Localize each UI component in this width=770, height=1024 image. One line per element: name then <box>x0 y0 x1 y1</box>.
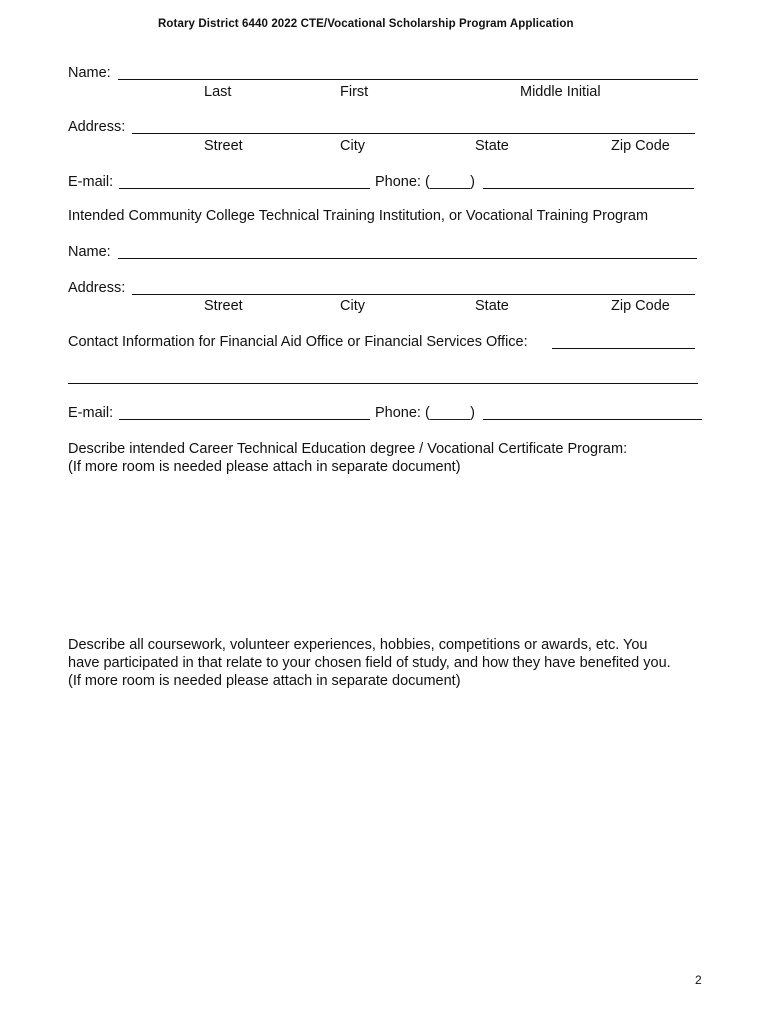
applicant-last-sublabel: Last <box>204 84 232 100</box>
institution-heading: Intended Community College Technical Training Institution, or Vocational Training Program <box>68 208 649 224</box>
applicant-first-sublabel: First <box>340 84 369 100</box>
institution-zip-sublabel: Zip Code <box>611 298 670 314</box>
applicant-phone-field[interactable] <box>483 188 694 189</box>
form-title: Rotary District 6440 2022 CTE/Vocational Scholarship Program Application <box>158 18 574 30</box>
describe-experience-line1: Describe all coursework, volunteer experiences, hobbies, competitions or awards, etc. You <box>68 637 648 653</box>
applicant-street-sublabel: Street <box>204 138 243 154</box>
institution-name-field[interactable] <box>118 258 697 259</box>
applicant-middle-sublabel: Middle Initial <box>520 84 601 100</box>
institution-address-field[interactable] <box>132 294 695 295</box>
institution-state-sublabel: State <box>475 298 509 314</box>
applicant-state-sublabel: State <box>475 138 509 154</box>
financial-aid-contact-field-line2[interactable] <box>68 383 698 384</box>
institution-name-label: Name: <box>68 244 111 260</box>
describe-experience-line2: have participated in that relate to your chosen field of study, and how they have benefited you. <box>68 655 671 671</box>
describe-program-line2: (If more room is needed please attach in separate document) <box>68 459 461 475</box>
applicant-name-label: Name: <box>68 65 111 81</box>
describe-experience-prompt <box>68 636 671 690</box>
institution-city-sublabel: City <box>340 298 365 314</box>
institution-phone-label: Phone: (_____) <box>375 405 475 421</box>
page-number: 2 <box>695 973 702 987</box>
applicant-email-field[interactable] <box>119 188 370 189</box>
describe-experience-response-area[interactable] <box>68 694 698 954</box>
describe-program-response-area[interactable] <box>68 480 698 630</box>
applicant-address-field[interactable] <box>132 133 695 134</box>
describe-program-prompt <box>68 440 627 476</box>
applicant-email-label: E-mail: <box>68 174 114 190</box>
applicant-zip-sublabel: Zip Code <box>611 138 670 154</box>
applicant-phone-label: Phone: (_____) <box>375 174 475 190</box>
financial-aid-contact-label: Contact Information for Financial Aid Office or Financial Services Office: <box>68 334 528 350</box>
institution-email-label: E-mail: <box>68 405 114 421</box>
describe-experience-line3: (If more room is needed please attach in separate document) <box>68 673 461 689</box>
institution-street-sublabel: Street <box>204 298 243 314</box>
applicant-address-label: Address: <box>68 119 126 135</box>
institution-email-field[interactable] <box>119 419 370 420</box>
financial-aid-contact-field[interactable] <box>552 348 695 349</box>
institution-address-label: Address: <box>68 280 126 296</box>
applicant-name-field[interactable] <box>118 79 698 80</box>
applicant-city-sublabel: City <box>340 138 365 154</box>
institution-phone-field[interactable] <box>483 419 702 420</box>
describe-program-line1: Describe intended Career Technical Education degree / Vocational Certificate Program: <box>68 441 628 457</box>
